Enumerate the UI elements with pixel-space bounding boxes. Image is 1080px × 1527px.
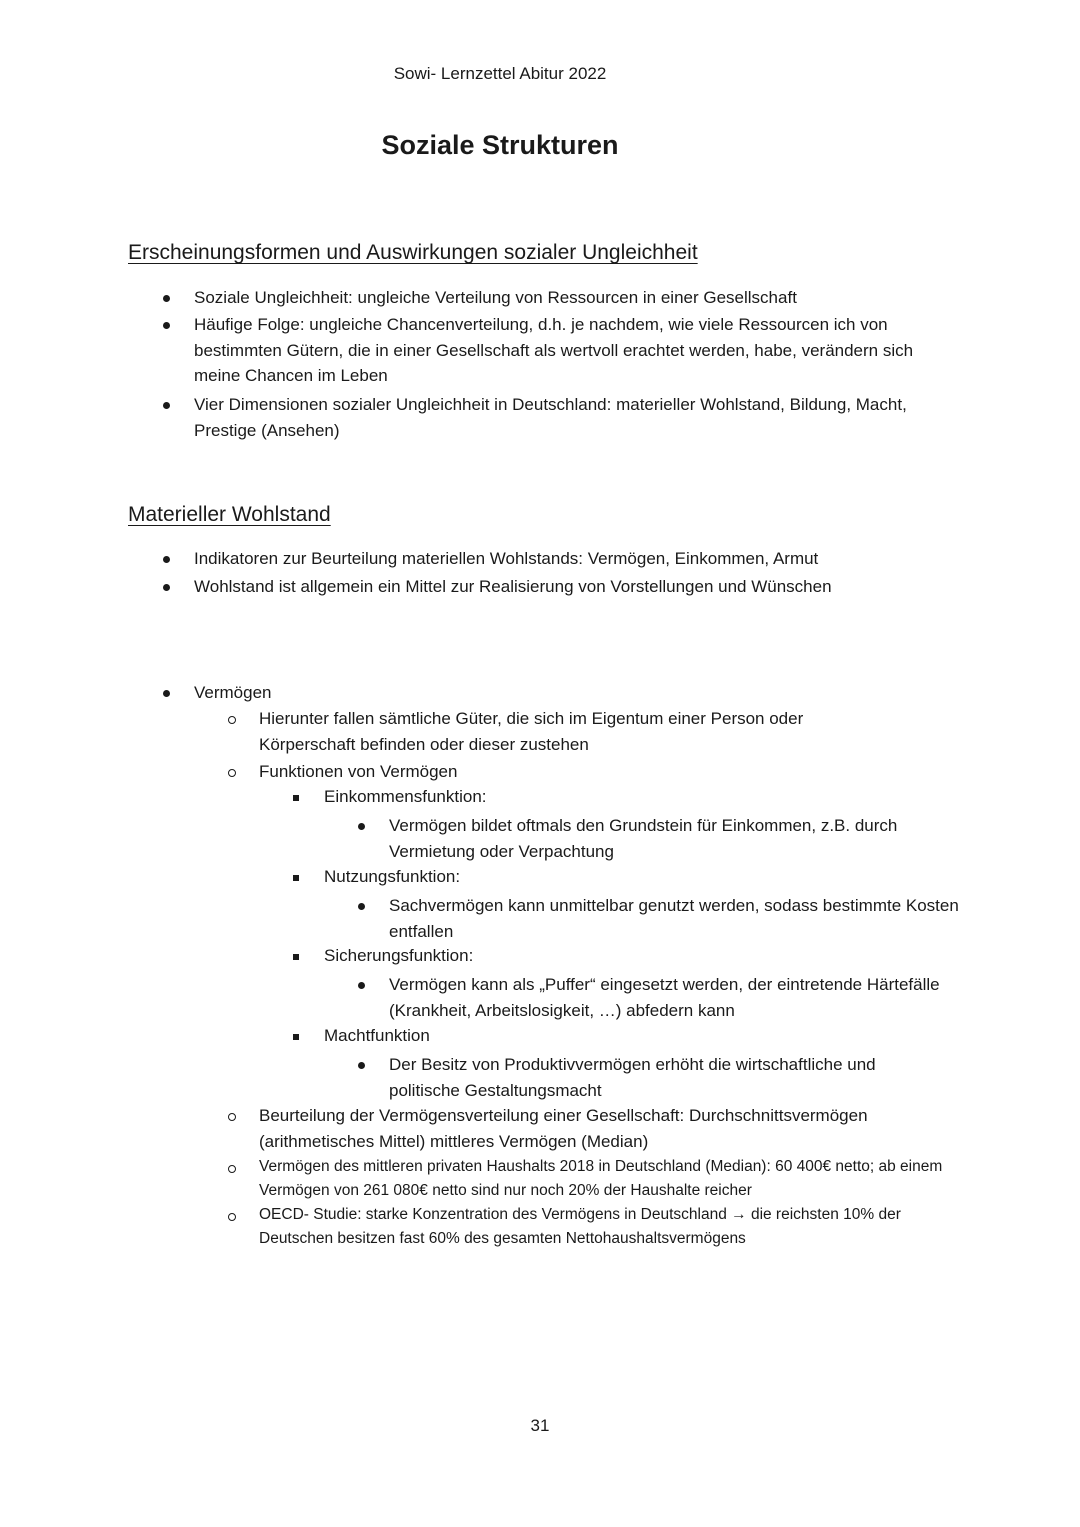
bullet-disc-icon (358, 813, 365, 839)
bullet-disc-icon (163, 392, 170, 418)
bullet-square-icon (293, 784, 299, 810)
list-item: Beurteilung der Vermögensverteilung einer Gesellschaft: Durchschnittsvermögen (arithmetisches Mittel) mittleres Vermögen (Median) (259, 1106, 868, 1151)
list-item: Nutzungsfunktion: (324, 867, 461, 886)
list-item: OECD- Studie: starke Konzentration des Vermögens in Deutschland → die reichsten 10% der Deutschen besitzen fast 60% des gesamten Nettohaushaltsvermögens (259, 1206, 901, 1247)
list-item: Häufige Folge: ungleiche Chancenverteilung, d.h. je nachdem, wie viele Ressourcen ich von bestimmten Gütern, die in einer Gesellschaft als wertvoll erachtet werden, habe, verändern sich meine Chancen im Leben (194, 315, 914, 385)
list-item: Machtfunktion (324, 1026, 430, 1045)
bullet-square-icon (293, 864, 299, 890)
list-item: Vier Dimensionen sozialer Ungleichheit in Deutschland: materieller Wohlstand, Bildung, Macht, Prestige (Ansehen) (194, 395, 907, 440)
section-heading-wealth: Materieller Wohlstand (128, 503, 331, 526)
bullet-disc-icon (163, 312, 170, 338)
bullet-disc-icon (358, 972, 365, 998)
bullet-circle-icon (228, 1203, 236, 1229)
list-item: Sachvermögen kann unmittelbar genutzt werden, sodass bestimmte Kosten entfallen (389, 896, 959, 941)
bullet-disc-icon (163, 546, 170, 572)
bullet-disc-icon (163, 574, 170, 600)
bullet-circle-icon (228, 706, 236, 732)
list-item: Sicherungsfunktion: (324, 946, 474, 965)
section-heading-inequality: Erscheinungsformen und Auswirkungen sozialer Ungleichheit (128, 241, 698, 264)
list-item: Einkommensfunktion: (324, 787, 487, 806)
bullet-circle-icon (228, 1103, 236, 1129)
list-item: Vermögen kann als „Puffer“ eingesetzt werden, der eintretende Härtefälle (Krankheit, Arbeitslosigkeit, …) abfedern kann (389, 975, 940, 1020)
page-title: Soziale Strukturen (381, 130, 619, 160)
page-number: 31 (530, 1416, 550, 1435)
list-item: Funktionen von Vermögen (259, 762, 458, 781)
list-item: Wohlstand ist allgemein ein Mittel zur Realisierung von Vorstellungen und Wünschen (194, 577, 832, 596)
bullet-circle-icon (228, 759, 236, 785)
list-item: Indikatoren zur Beurteilung materiellen Wohlstands: Vermögen, Einkommen, Armut (194, 549, 819, 568)
list-item: Vermögen bildet oftmals den Grundstein für Einkommen, z.B. durch Vermietung oder Verpachtung (389, 816, 898, 861)
list-item-vermoegen: Vermögen (194, 683, 272, 702)
list-item: Vermögen des mittleren privaten Haushalts 2018 in Deutschland (Median): 60 400€ netto; ab einem Vermögen von 261 080€ netto sind nur noch 20% der Haushalte reicher (259, 1158, 943, 1199)
list-item: Soziale Ungleichheit: ungleiche Verteilung von Ressourcen in einer Gesellschaft (194, 288, 797, 307)
bullet-disc-icon (358, 1052, 365, 1078)
bullet-square-icon (293, 943, 299, 969)
bullet-circle-icon (228, 1155, 236, 1181)
bullet-disc-icon (163, 680, 170, 706)
bullet-disc-icon (358, 893, 365, 919)
page-header: Sowi- Lernzettel Abitur 2022 (393, 64, 607, 83)
list-item: Der Besitz von Produktivvermögen erhöht die wirtschaftliche und politische Gestaltungsmacht (389, 1055, 876, 1100)
bullet-square-icon (293, 1023, 299, 1049)
bullet-disc-icon (163, 285, 170, 311)
list-item: Hierunter fallen sämtliche Güter, die sich im Eigentum einer Person oder Körperschaft befinden oder dieser zustehen (259, 709, 804, 754)
